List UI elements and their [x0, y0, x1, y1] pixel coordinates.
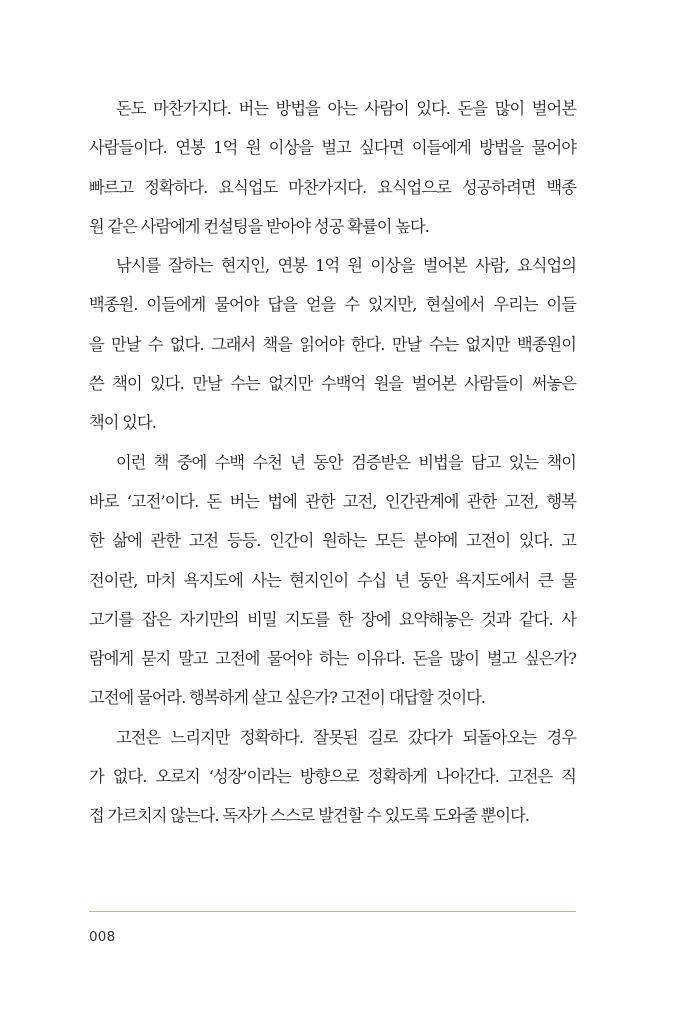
text-line: 낚시를 잘하는 현지인, 연봉 1억 원 이상을 벌어본 사람, 요식업의 — [116, 256, 576, 276]
text-line: 책이 있다. — [89, 413, 156, 433]
paragraph-3 — [89, 443, 576, 718]
text-line: 을 만날 수 없다. 그래서 책을 읽어야 한다. 만날 수는 없지만 백종원이 — [89, 334, 576, 354]
paragraph-4 — [89, 718, 576, 836]
text-line: 쓴 책이 있다. 만날 수는 없지만 수백억 원을 벌어본 사람들이 써놓은 — [89, 374, 576, 394]
text-line: 가 없다. 오로지 ‘성장’이라는 방향으로 정확하게 나아간다. 고전은 직 — [89, 767, 576, 787]
text-line: 빠르고 정확하다. 요식업도 마찬가지다. 요식업으로 성공하려면 백종 — [89, 177, 576, 197]
text-line: 고전은 느리지만 정확하다. 잘못된 길로 갔다가 되돌아오는 경우 — [116, 727, 576, 747]
text-line: 바로 ‘고전’이다. 돈 버는 법에 관한 고전, 인간관계에 관한 고전, 행복 — [89, 491, 576, 511]
text-line: 고전에 물어라. 행복하게 살고 싶은가? 고전이 대답할 것이다. — [89, 688, 486, 708]
text-line: 람에게 묻지 말고 고전에 물어야 하는 이유다. 돈을 많이 벌고 싶은가? — [89, 649, 576, 669]
text-line: 돈도 마찬가지다. 버는 방법을 아는 사람이 있다. 돈을 많이 벌어본 — [116, 99, 576, 118]
text-line: 한 삶에 관한 고전 등등. 인간이 원하는 모든 분야에 고전이 있다. 고 — [89, 531, 576, 551]
text-line: 원 같은 사람에게 컨설팅을 받아야 성공 확률이 높다. — [89, 216, 429, 236]
text-line: 접 가르치지 않는다. 독자가 스스로 발견할 수 있도록 도와줄 뿐이다. — [89, 806, 530, 826]
footer-divider — [89, 911, 576, 912]
text-line: 사람들이다. 연봉 1억 원 이상을 벌고 싶다면 이들에게 방법을 물어야 — [89, 138, 576, 158]
body-text — [89, 89, 576, 836]
paragraph-2 — [89, 246, 576, 442]
text-line: 이런 책 중에 수백 수천 년 동안 검증받은 비법을 담고 있는 책이 — [116, 452, 576, 472]
paragraph-1 — [89, 89, 576, 246]
page-number: 008 — [89, 929, 116, 945]
text-line: 백종원. 이들에게 물어야 답을 얻을 수 있지만, 현실에서 우리는 이들 — [89, 295, 576, 315]
text-line: 전이란, 마치 욕지도에 사는 현지인이 수십 년 동안 욕지도에서 큰 물 — [89, 570, 576, 590]
text-line: 고기를 잡은 자기만의 비밀 지도를 한 장에 요약해놓은 것과 같다. 사 — [89, 609, 576, 629]
